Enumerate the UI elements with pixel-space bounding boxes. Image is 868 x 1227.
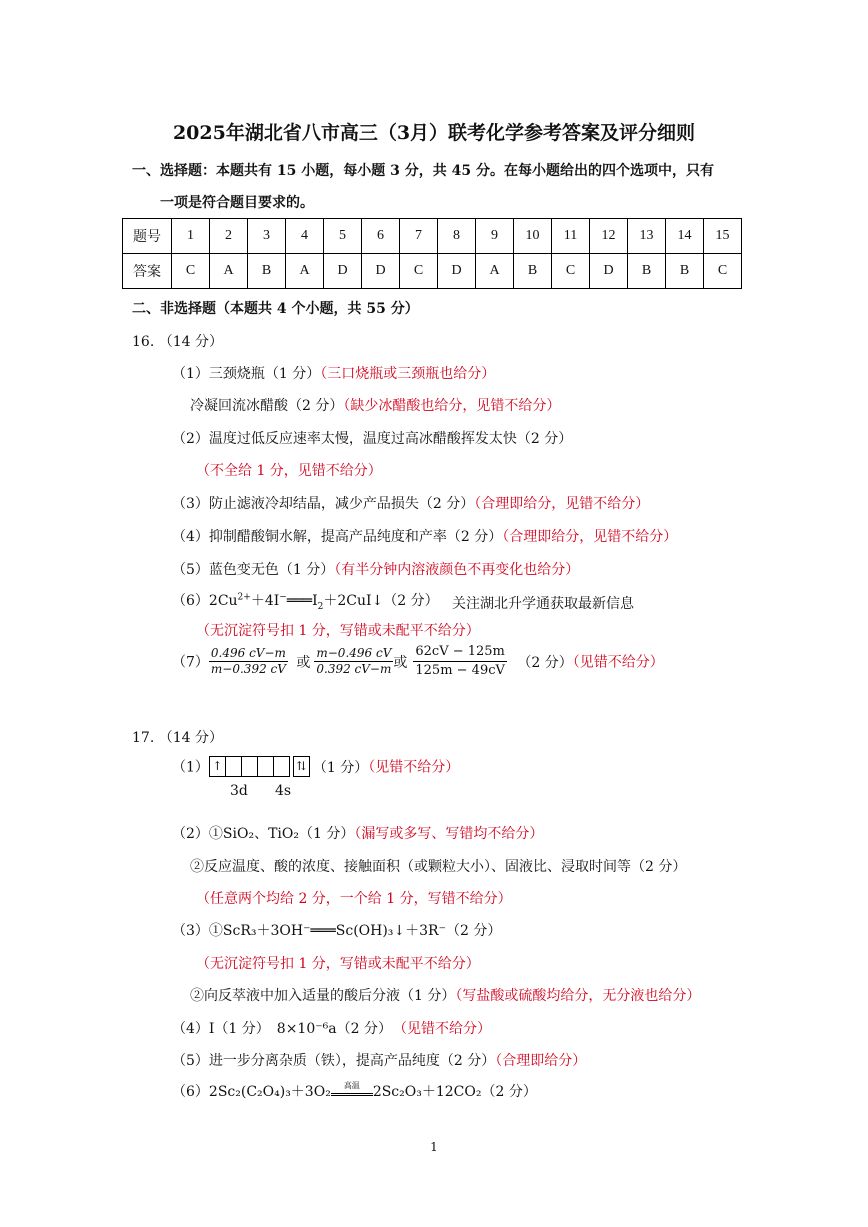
promo-text: 关注湖北升学通获取最新信息 [452, 596, 634, 612]
table-cell: 7 [400, 219, 438, 254]
table-cell: 3 [248, 219, 286, 254]
table-cell: C [552, 254, 590, 289]
scoring-note: （见错不给分） [368, 759, 460, 776]
orbital-box: ⇅ [293, 756, 310, 777]
denominator: m−0.392 cV [210, 662, 286, 676]
scoring-note: （合理即给分，见错不给分） [474, 496, 650, 512]
or-text: 或 [296, 654, 311, 671]
answer-text: （4）抑制醋酸铜水解，提高产品纯度和产率（2 分） [172, 529, 503, 545]
reaction-condition-arrow [331, 1081, 373, 1098]
q17-part5 [172, 1050, 586, 1070]
scoring-note: （缺少冰醋酸也给分，见错不给分） [343, 398, 561, 414]
equation-text: ═══I [286, 593, 318, 609]
scoring-note: （写盐酸或硫酸均给分，无分液也给分） [455, 988, 701, 1004]
scoring-note: （不全给 1 分，见错不给分） [196, 463, 382, 479]
orbital-box [225, 756, 242, 777]
table-cell: D [362, 254, 400, 289]
or-text: 或 [393, 654, 408, 671]
q17-part3b [190, 985, 700, 1005]
equation-text: （6）2Cu [172, 593, 238, 609]
q16-part1b [190, 395, 560, 415]
table-cell: 2 [210, 219, 248, 254]
equation-text: ＋4I [250, 593, 280, 609]
scoring-note: （合理即给分，见错不给分） [502, 529, 678, 545]
q16-part1 [172, 363, 495, 383]
numerator: 0.496 cV−m [210, 646, 286, 660]
answer-text: （5）蓝色变无色（1 分） [172, 562, 335, 578]
superscript: − [279, 592, 287, 603]
scoring-note: （见错不给分） [399, 1021, 491, 1037]
scoring-note: （三口烧瓶或三颈瓶也给分） [320, 366, 496, 382]
superscript: 2+ [237, 592, 251, 603]
table-cell: A [210, 254, 248, 289]
table-row-numbers [123, 219, 742, 254]
orbital-box [241, 756, 258, 777]
answer-text: （2）①SiO₂、TiO₂（1 分） [172, 826, 355, 842]
q17-part3a: （3）①ScR₃＋3OH⁻═══Sc(OH)₃↓＋3R⁻（2 分） [172, 923, 502, 939]
scoring-note: （有半分钟内溶液颜色不再变化也给分） [334, 562, 580, 578]
scoring-note: （漏写或多写、写错均不给分） [354, 826, 544, 842]
table-cell: 14 [666, 219, 704, 254]
table-cell: 11 [552, 219, 590, 254]
answer-text: （4）I（1 分） 8×10⁻⁶a（2 分） [172, 1021, 392, 1037]
orbital-4s [293, 756, 309, 777]
q17-part4 [172, 1018, 491, 1038]
section-1-intro-line1: 一、选择题：本题共有 15 小题，每小题 3 分，共 45 分。在每小题给出的四个选项中，只有 [132, 163, 714, 179]
answer-text: （1）三颈烧瓶（1 分） [172, 366, 321, 382]
table-header-cell: 答案 [123, 254, 172, 289]
table-cell: 8 [438, 219, 476, 254]
score-text: （1 分） [312, 759, 369, 776]
equation-text: 2Sc₂O₃＋12CO₂（2 分） [372, 1084, 537, 1100]
q16-part3 [172, 493, 649, 513]
part-label: （1） [172, 759, 209, 776]
orbital-box: ↑ [209, 756, 226, 777]
answer-text: ②向反萃液中加入适量的酸后分液（1 分） [190, 988, 456, 1004]
reaction-condition: 高温 [343, 1081, 360, 1090]
numerator: m−0.496 cV [316, 646, 392, 660]
scoring-note: （无沉淀符号扣 1 分，写错或未配平不给分） [196, 956, 480, 972]
q16-header: 16. （14 分） [132, 334, 223, 350]
answer-table [122, 218, 742, 289]
table-cell: C [704, 254, 742, 289]
section-2-heading: 二、非选择题（本题共 4 个小题，共 55 分） [132, 301, 419, 317]
answer-text: （5）进一步分离杂质（铁），提高产品纯度（2 分） [172, 1053, 496, 1069]
score-text: （2 分） [517, 654, 573, 671]
q17-part2a [172, 823, 543, 843]
table-cell: B [514, 254, 552, 289]
scoring-note: （无沉淀符号扣 1 分，写错或未配平不给分） [196, 623, 480, 639]
table-cell: D [590, 254, 628, 289]
page-title: 2025年湖北省八市高三（3月）联考化学参考答案及评分细则 [172, 122, 696, 144]
q17-part1 [172, 756, 459, 777]
q17-part2b: ②反应温度、酸的浓度、接触面积（或颗粒大小）、固液比、浸取时间等（2 分） [190, 859, 687, 875]
table-cell: C [400, 254, 438, 289]
table-cell: 9 [476, 219, 514, 254]
q16-part2: （2）温度过低反应速率太慢，温度过高冰醋酸挥发太快（2 分） [172, 431, 573, 447]
table-cell: D [438, 254, 476, 289]
denominator: 0.392 cV−m [316, 662, 392, 676]
label-3d: 3d [230, 783, 248, 799]
orbital-box [257, 756, 274, 777]
fraction-2 [314, 646, 393, 677]
numerator: 62cV − 125m [413, 643, 507, 662]
section-1-intro-line2: 一项是符合题目要求的。 [160, 195, 314, 211]
orbital-box [273, 756, 290, 777]
table-cell: B [628, 254, 666, 289]
scoring-note: （任意两个均给 2 分，一个给 1 分，写错不给分） [196, 891, 512, 907]
table-row-answers [123, 254, 742, 289]
table-cell: 15 [704, 219, 742, 254]
table-cell: D [324, 254, 362, 289]
scoring-note: （见错不给分） [572, 654, 664, 671]
table-cell: 12 [590, 219, 628, 254]
denominator: 125m − 49cV [415, 663, 505, 678]
table-cell: 6 [362, 219, 400, 254]
q17-part6 [172, 1081, 537, 1101]
q16-part5 [172, 559, 579, 579]
part-label: （7） [172, 654, 209, 671]
equation-text: ＋2CuI↓（2 分） [323, 593, 439, 609]
equation-text: （6）2Sc₂(C₂O₄)₃＋3O₂ [172, 1084, 331, 1100]
table-cell: C [172, 254, 210, 289]
fraction-3 [413, 643, 507, 680]
table-cell: B [666, 254, 704, 289]
table-cell: A [286, 254, 324, 289]
answer-text: （3）防止滤液冷却结晶，减少产品损失（2 分） [172, 496, 475, 512]
table-cell: B [248, 254, 286, 289]
table-cell: A [476, 254, 514, 289]
label-4s: 4s [275, 783, 292, 799]
table-cell: 4 [286, 219, 324, 254]
subscript: 2 [317, 601, 324, 612]
table-header-cell: 题号 [123, 219, 172, 254]
q17-header: 17. （14 分） [132, 730, 223, 746]
orbital-3d [209, 756, 289, 777]
q16-part6 [172, 590, 439, 612]
table-cell: 13 [628, 219, 666, 254]
q16-part7 [172, 643, 664, 680]
answer-text: 冷凝回流冰醋酸（2 分） [190, 398, 344, 414]
table-cell: 1 [172, 219, 210, 254]
table-cell: 5 [324, 219, 362, 254]
fraction-1 [209, 646, 288, 677]
scoring-note: （合理即给分） [495, 1053, 587, 1069]
q16-part4 [172, 526, 677, 546]
page-number: 1 [430, 1140, 438, 1154]
table-cell: 10 [514, 219, 552, 254]
